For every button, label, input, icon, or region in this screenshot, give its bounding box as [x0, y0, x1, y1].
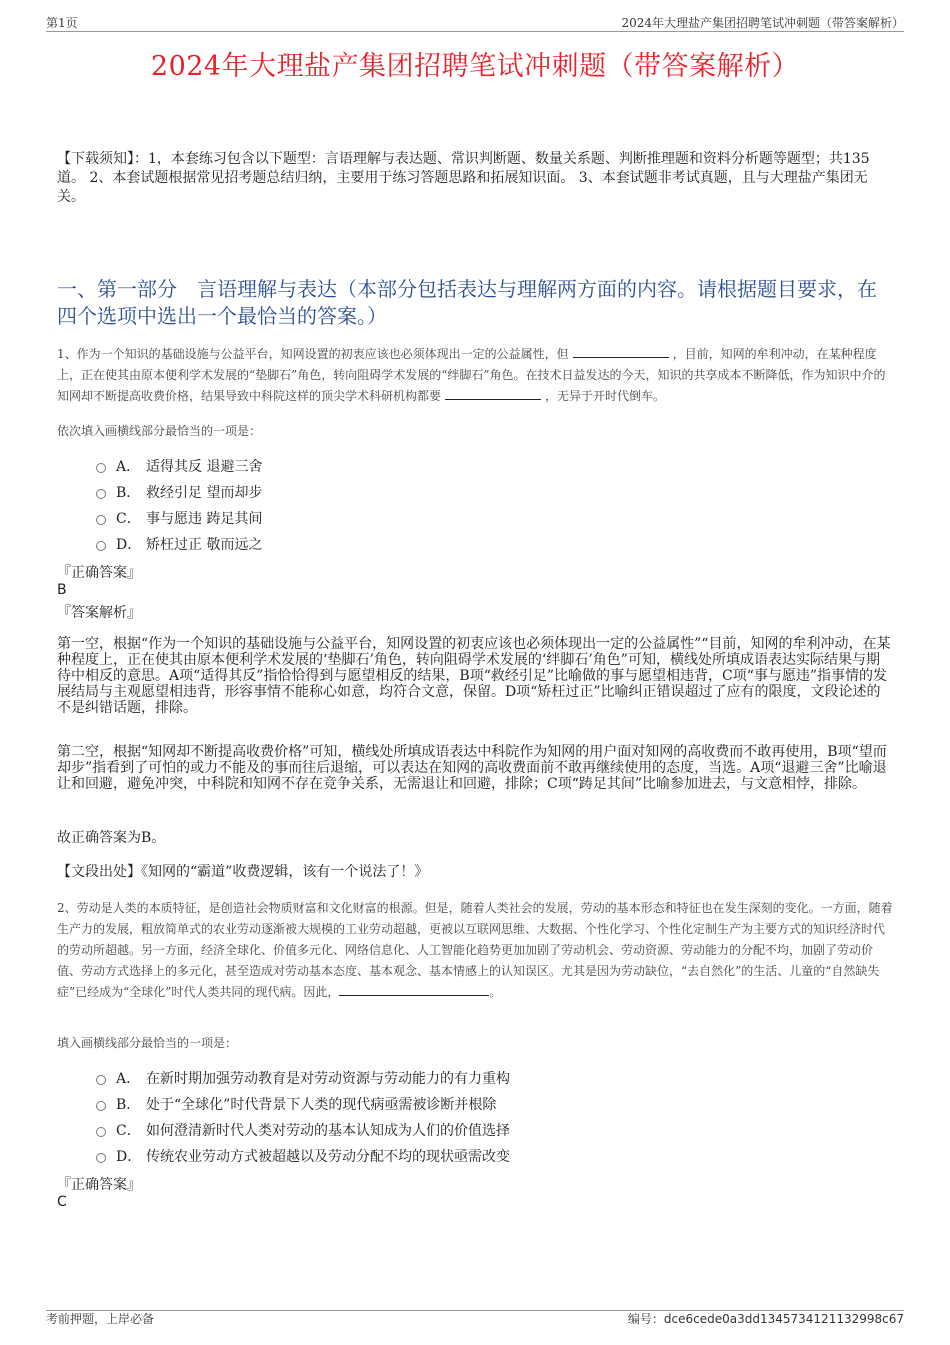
question-1-text: 1、作为一个知识的基础设施与公益平台，知网设置的初衷应该也必须体现出一定的公益属性，但 ，目前，知网的牟利冲动，在某种程度上，正在使其由原本便利学术发展的“垫脚石”角色，转向阻碍学术发展的“绊脚石”角色。在技术日益发达的今天，知识的共享成本不断降低，作为知识中介的知网却不断提高收费价格，结果导致中科院这样的顶尖学术科研机构都要 ，无异于开时代倒车。	[57, 347, 886, 403]
page-number: 第1页	[46, 16, 78, 30]
q1-analysis-paragraph-1: 第一空，根据“作为一个知识的基础设施与公益平台，知网设置的初衷应该也必须体现出一定的公益属性”“目前，知网的牟利冲动，在某种程度上，正在使其由原本便利学术发展的‘垫脚石’角色，转向阻碍学术发展的‘绊脚石’角色”可知，横线处所填成语表达实际结果与期待中相反的意思。A项“适得其反”指恰恰得到与愿望相反的结果，B项“救经引足”比喻做的事与愿望相违背，C项“事与愿违”指事情的发展结局与主观愿望相违背，形容事情不能称心如意，均符合文意，保留。D项“矫枉过正”比喻纠正错误超过了应有的限度，文段论述的不是纠错话题，排除。	[57, 636, 891, 716]
radio-button[interactable]	[96, 515, 106, 525]
q1-source: 【文段出处】《知网的“霸道”收费逻辑，该有一个说法了！》	[57, 864, 429, 880]
radio-button[interactable]	[96, 541, 106, 551]
radio-button[interactable]	[96, 1075, 106, 1085]
radio-button[interactable]	[96, 1127, 106, 1137]
q2-option-d[interactable]: D． 传统农业劳动方式被超越以及劳动分配不均的现状亟需改变	[96, 1146, 510, 1166]
q2-option-c[interactable]: C． 如何澄清新时代人类对劳动的基本认知成为人们的价值选择	[96, 1120, 510, 1140]
q1-option-a[interactable]: A． 适得其反 退避三舍	[96, 456, 262, 476]
question-1-instruction: 依次填入画横线部分最恰当的一项是：	[57, 424, 262, 438]
download-notice: 【下载须知】：1，本套练习包含以下题型：言语理解与表达题、常识判断题、数量关系题、判断推理题和资料分析题等题型；共135道。 2、本套试题根据常见招考题总结归纳，主要用于练习答题思路和拓展知识面。 3、本套试题非考试真题，且与大理盐产集团无关。	[57, 151, 870, 205]
radio-button[interactable]	[96, 463, 106, 473]
q1-option-b[interactable]: B． 救经引足 望而却步	[96, 482, 262, 502]
q1-option-d[interactable]: D． 矫枉过正 敬而远之	[96, 534, 262, 554]
header-doc-title: 2024年大理盐产集团招聘笔试冲刺题（带答案解析）	[621, 16, 904, 30]
q1-answer: B	[57, 582, 67, 598]
q1-analysis-paragraph-2: 第二空，根据“知网却不断提高收费价格”可知，横线处所填成语表达中科院作为知网的用户面对知网的高收费而不敢再使用，B项“望而却步”指看到了可怕的或力不能及的事而往后退缩，可以表达在知网的高收费面前不敢再继续使用的态度，当选。A项“退避三舍”比喻退让和回避，避免冲突，中科院和知网不存在竞争关系，无需退让和回避，排除；C项“踌足其间”比喻参加进去，与文意相悖，排除。	[57, 744, 887, 792]
footer-slogan: 考前押题，上岸必备	[46, 1312, 155, 1326]
footer-code: 编号：dce6cede0a3dd1345734121132998c67	[627, 1312, 904, 1326]
answer-blank	[573, 345, 669, 358]
question-2-instruction: 填入画横线部分最恰当的一项是：	[57, 1036, 238, 1050]
page-title: 2024年大理盐产集团招聘笔试冲刺题（带答案解析）	[150, 51, 800, 82]
radio-button[interactable]	[96, 489, 106, 499]
radio-button[interactable]	[96, 1153, 106, 1163]
section-heading: 一、第一部分 言语理解与表达（本部分包括表达与理解两方面的内容。请根据题目要求，在四个选项中选出一个最恰当的答案。）	[57, 277, 877, 328]
header-divider	[46, 31, 904, 32]
q2-option-b[interactable]: B． 处于“全球化”时代背景下人类的现代病亟需被诊断并根除	[96, 1094, 496, 1114]
question-2-text: 2、劳动是人类的本质特征，是创造社会物质财富和文化财富的根源。但是，随着人类社会的发展，劳动的基本形态和特征也在发生深刻的变化。一方面，随着生产力的发展，粗放简单式的农业劳动逐渐被大规模的工业劳动超越，更被以互联网思维、大数据、个性化学习、个性化定制生产为主要方式的知识经济时代的劳动所超越。另一方面，经济全球化、价值多元化、网络信息化、人工智能化趋势更加加剧了劳动机会、劳动资源、劳动能力的分配不均，加剧了劳动价值、劳动方式选择上的多元化，甚至造成对劳动基本态度、基本观念、基本情感上的认知误区。尤其是因为劳动缺位，“去自然化”的生活、儿童的“自然缺失症”已经成为“全球化”时代人类共同的现代病。因此， 。	[57, 901, 893, 999]
q1-option-c[interactable]: C． 事与愿违 踌足其间	[96, 508, 262, 528]
q2-answer-label: 『正确答案』	[57, 1177, 141, 1193]
q1-conclusion: 故正确答案为B。	[57, 830, 166, 846]
answer-blank	[445, 387, 541, 400]
answer-blank	[339, 983, 489, 996]
q2-answer: C	[57, 1194, 67, 1210]
radio-button[interactable]	[96, 1101, 106, 1111]
q1-analysis-label: 『答案解析』	[57, 605, 141, 621]
q1-answer-label: 『正确答案』	[57, 565, 141, 581]
q2-option-a[interactable]: A． 在新时期加强劳动教育是对劳动资源与劳动能力的有力重构	[96, 1068, 510, 1088]
